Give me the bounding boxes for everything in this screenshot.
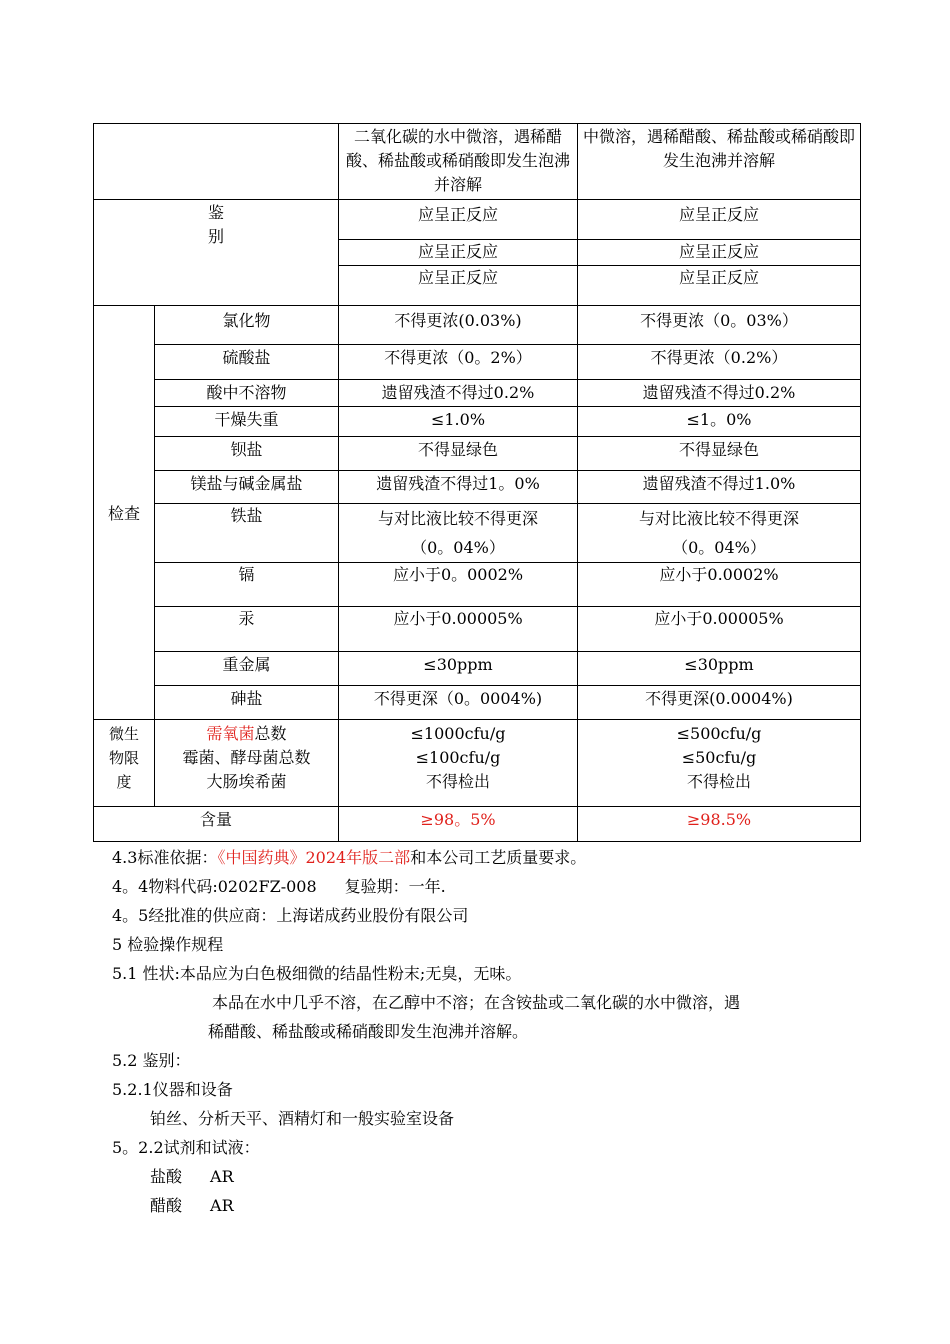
content-spec-1: ≥98。5% [339,807,578,842]
check-item: 汞 [155,607,339,652]
check-label: 检查 [94,306,155,720]
check-spec-2: 遗留残渣不得过1.0% [578,471,861,504]
check-item: 重金属 [155,652,339,686]
micro-spec-1-line: 不得检出 [425,772,490,791]
check-item: 镉 [155,563,339,607]
section-5-2-1-line2: 铂丝、分析天平、酒精灯和一般实验室设备 [150,1109,455,1128]
micro-item-aerobic-rest: 总数 [254,724,287,743]
micro-spec-1-line: ≤1000cfu/g [410,724,506,743]
ident-row1-c2: 应呈正反应 [578,200,861,240]
micro-spec-1 [339,720,578,807]
reagent-grade: AR [210,1196,234,1215]
check-spec-2: ≤30ppm [578,652,861,686]
check-spec-2: 遗留残渣不得过0.2% [578,380,861,407]
solubility-spec-2: 中微溶，遇稀醋酸、稀盐酸或稀硝酸即发生泡沸并溶解 [578,124,861,200]
check-item: 铁盐 [155,504,339,563]
material-code: 4。4物料代码:0202FZ-008 [112,877,317,896]
section-5-1: 5.1 性状:本品应为白色极细微的结晶性粉末;无臭，无味。 [112,964,522,983]
micro-spec-2-line: ≤500cfu/g [676,724,762,743]
section-4-3 [112,843,872,872]
micro-label: 微生 物限 度 [94,720,155,807]
solubility-spec-1: 二氧化碳的水中微溶，遇稀醋酸、稀盐酸或稀硝酸即发生泡沸并溶解 [339,124,578,200]
micro-item-ecoli: 大肠埃希菌 [206,772,287,791]
ident-row3-c2: 应呈正反应 [578,266,861,306]
check-spec-2: 不得更浓（0.2%） [578,345,861,380]
section-5-2-2: 5。2.2试剂和试液： [112,1138,260,1157]
check-item: 干燥失重 [155,407,339,437]
section-5-2: 5.2 鉴别： [112,1051,191,1070]
check-spec-1: 不得更浓(0.03%) [339,306,578,345]
content-spec-2: ≥98.5% [578,807,861,842]
check-spec-1: 不得显绿色 [339,437,578,471]
check-spec-1: ≤30ppm [339,652,578,686]
procedure-text [112,843,872,1220]
check-item: 钡盐 [155,437,339,471]
check-spec-1: 应小于0。0002% [339,563,578,607]
check-spec-1: 应小于0.00005% [339,607,578,652]
check-spec-1: 不得更深（0。0004%) [339,686,578,720]
check-item: 镁盐与碱金属盐 [155,471,339,504]
section-5-1-line2: 本品在水中几乎不溶，在乙醇中不溶；在含铵盐或二氧化碳的水中微溶，遇 [212,993,741,1012]
check-spec-2: 应小于0.00005% [578,607,861,652]
ident-row2-c2: 应呈正反应 [578,240,861,266]
ident-row3-c1: 应呈正反应 [339,266,578,306]
check-spec-2: 应小于0.0002% [578,563,861,607]
check-item: 酸中不溶物 [155,380,339,407]
identification-label: 鉴 别 [94,200,339,306]
section-5-2-1: 5.2.1仪器和设备 [112,1080,233,1099]
micro-spec-1-line: ≤100cfu/g [415,748,501,767]
check-spec-2: 不得显绿色 [578,437,861,471]
ident-row2-c1: 应呈正反应 [339,240,578,266]
reagent-name: 盐酸 [150,1167,183,1186]
spec-table [93,123,861,842]
section-4-4 [112,872,872,901]
solubility-label-cell [94,124,339,200]
section-5: 5 检验操作规程 [112,935,224,954]
check-spec-2: ≤1。0% [578,407,861,437]
check-spec-1: 遗留残渣不得过1。0% [339,471,578,504]
micro-spec-2-line: 不得检出 [686,772,751,791]
check-spec-2: 与对比液比较不得更深 （0。04%） [578,504,861,563]
reagent-name: 醋酸 [150,1196,183,1215]
section-4-3-pharmacopoeia: 《中国药典》2024年版二部 [217,848,411,867]
check-spec-1: 遗留残渣不得过0.2% [339,380,578,407]
check-spec-2: 不得更浓（0。03%） [578,306,861,345]
check-item: 砷盐 [155,686,339,720]
section-4-3-prefix: 4.3标准依据： [112,848,218,867]
section-4-5: 4。5经批准的供应商：上海诺成药业股份有限公司 [112,906,469,925]
check-item: 硫酸盐 [155,345,339,380]
check-spec-1: ≤1.0% [339,407,578,437]
reagent-grade: AR [210,1167,234,1186]
micro-item-mold: 霉菌、酵母菌总数 [182,748,311,767]
micro-items [155,720,339,807]
micro-item-aerobic-red: 需氧菌 [206,724,255,743]
content-label: 含量 [94,807,339,842]
reagent-row [112,1162,872,1191]
section-4-3-suffix: 和本公司工艺质量要求。 [410,848,587,867]
retest-period: 复验期：一年. [344,877,446,896]
check-spec-2: 不得更深(0.0004%) [578,686,861,720]
check-item: 氯化物 [155,306,339,345]
check-spec-1: 不得更浓（0。2%） [339,345,578,380]
ident-row1-c1: 应呈正反应 [339,200,578,240]
micro-spec-2 [578,720,861,807]
reagent-row [112,1191,872,1220]
section-5-1-line3: 稀醋酸、稀盐酸或稀硝酸即发生泡沸并溶解。 [208,1022,529,1041]
check-spec-1: 与对比液比较不得更深 （0。04%） [339,504,578,563]
micro-spec-2-line: ≤50cfu/g [681,748,757,767]
